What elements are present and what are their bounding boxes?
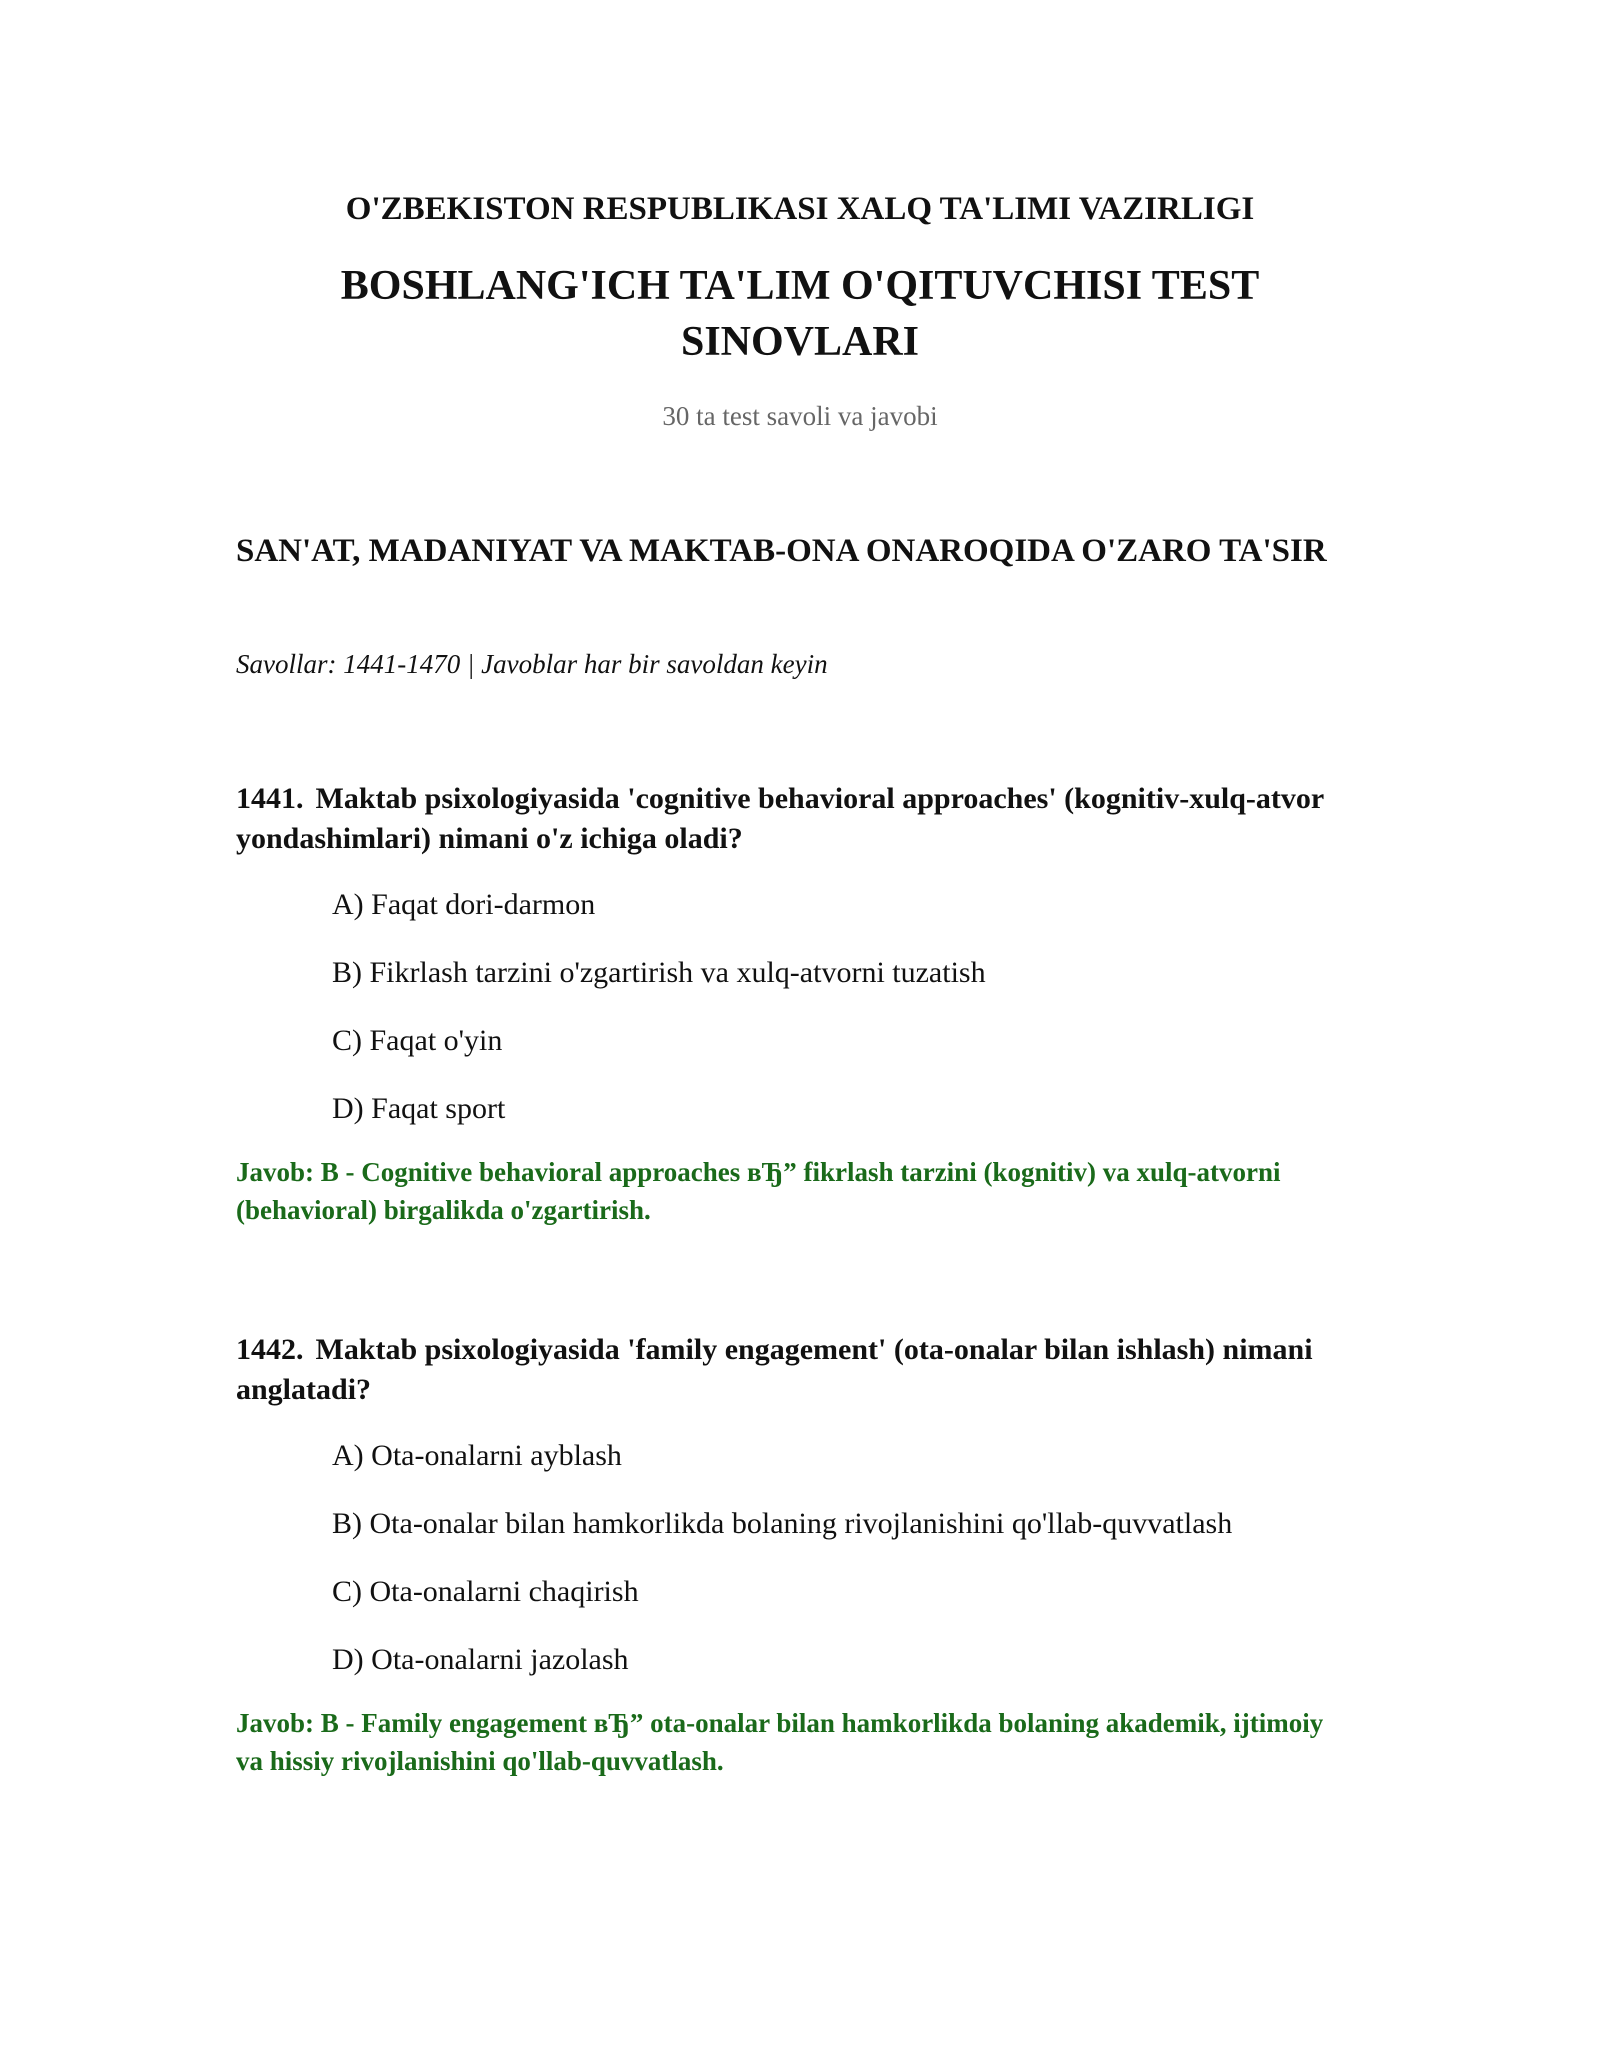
section-meta: Savollar: 1441-1470 | Javoblar har bir savoldan keyin [236, 649, 828, 679]
answer-options [236, 887, 1356, 1127]
question-number: 1442. [236, 1333, 304, 1366]
option-d: D) Ota-onalarni jazolash [332, 1643, 629, 1676]
answer-explanation: Javob: B - Family engagement вЂ” ota-onalar bilan hamkorlikda bolaning akademik, ijtimoiy va hissiy rivojlanishini qo'llab-quvvatlash. [236, 1708, 1324, 1776]
question-number: 1441. [236, 782, 304, 815]
question-body: Maktab psixologiyasida 'cognitive behavioral approaches' (kognitiv-xulq-atvor yondashimlari) nimani o'z ichiga oladi? [236, 782, 1324, 855]
option-a: A) Faqat dori-darmon [332, 888, 596, 921]
document-title: BOSHLANG'ICH TA'LIM O'QITUVCHISI TEST SINOVLARI [340, 263, 1260, 365]
option-b: B) Fikrlash tarzini o'zgartirish va xulq-atvorni tuzatish [332, 956, 986, 989]
question-text [236, 1330, 1356, 1410]
option-d: D) Faqat sport [332, 1092, 506, 1125]
document-subtitle: 30 ta test savoli va javobi [662, 401, 938, 431]
option-a: A) Ota-onalarni ayblash [332, 1439, 622, 1472]
option-c: C) Faqat o'yin [332, 1024, 503, 1057]
section-title: SAN'AT, MADANIYAT VA MAKTAB-ONA ONAROQIDA O'ZARO TA'SIR [236, 533, 1327, 569]
answer-options [236, 1438, 1356, 1678]
question-1441 [236, 779, 1356, 1229]
question-1442 [236, 1330, 1356, 1780]
answer-explanation: Javob: B - Cognitive behavioral approaches вЂ” fikrlash tarzini (kognitiv) va xulq-atvorni (behavioral) birgalikda o'zgartirish. [236, 1157, 1281, 1225]
option-c: C) Ota-onalarni chaqirish [332, 1575, 639, 1608]
ministry-heading: O'ZBEKISTON RESPUBLIKASI XALQ TA'LIMI VAZIRLIGI [345, 191, 1255, 227]
question-text [236, 779, 1356, 859]
option-b: B) Ota-onalar bilan hamkorlikda bolaning rivojlanishini qo'llab-quvvatlash [332, 1507, 1233, 1540]
question-body: Maktab psixologiyasida 'family engagement' (ota-onalar bilan ishlash) nimani anglatadi? [236, 1333, 1313, 1406]
